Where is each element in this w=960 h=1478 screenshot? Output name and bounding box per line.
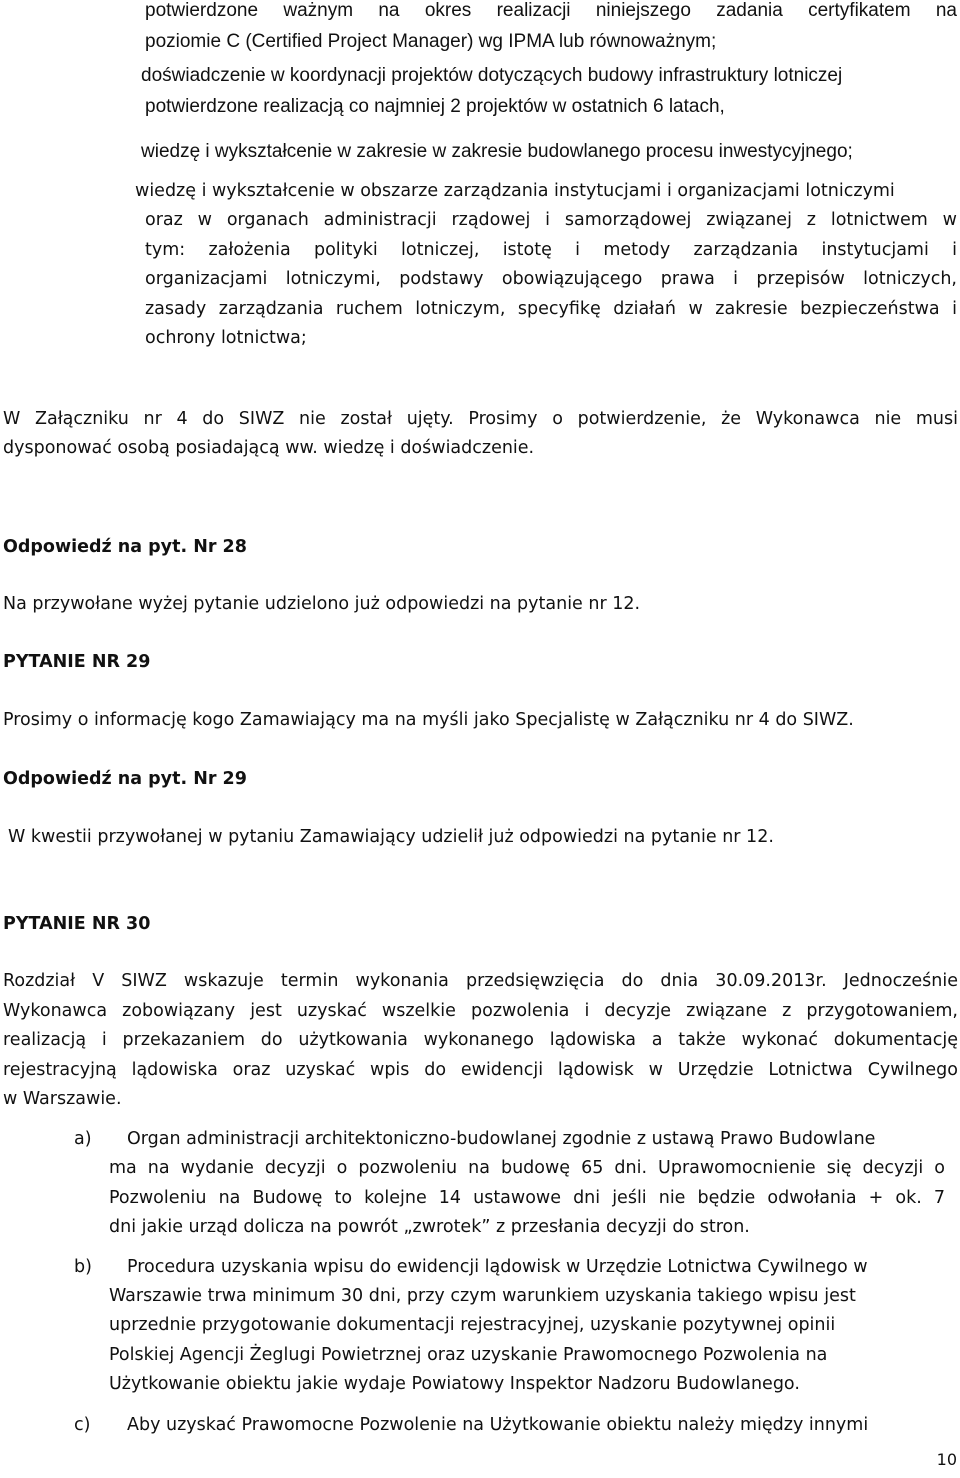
text-line: wiedzę i wykształcenie w obszarze zarządzania instytucjami i organizacjami lotniczymi [135,181,895,201]
text-line: Wykonawca zobowiązany jest uzyskać wszelkie pozwolenia i decyzje związane z przygotowaniem, [3,1000,958,1021]
knowledge-paragraph [145,206,957,324]
text-line: dysponować osobą posiadającą ww. wiedzę i doświadczenie. [3,438,535,458]
text-line: organizacjami lotniczymi, podstawy obowiązującego prawa i przepisów lotniczych, [145,269,957,289]
question-29-heading: PYTANIE NR 29 [3,652,151,672]
text-line: doświadczenie w koordynacji projektów dotyczących budowy infrastruktury lotniczej [141,65,843,86]
text-line: potwierdzone realizacją co najmniej 2 projektów w ostatnich 6 latach, [145,96,725,117]
text-line: w Warszawie. [3,1089,122,1109]
text-line: W Załączniku nr 4 do SIWZ nie został ujęty. Prosimy o potwierdzenie, że Wykonawca nie musi [3,409,958,429]
text-line: Rozdział V SIWZ wskazuje termin wykonania przedsięwzięcia do dnia 30.09.2013r. Jednocześnie [3,971,958,991]
answer-28-text: Na przywołane wyżej pytanie udzielono już odpowiedzi na pytanie nr 12. [3,594,641,614]
text-line: oraz w organach administracji rządowej i samorządowej związanej z lotnictwem w [145,210,957,230]
list-item-label: b) [74,1257,92,1277]
text-line: Organ administracji architektoniczno-budowlanej zgodnie z ustawą Prawo Budowlane [127,1129,876,1149]
question-29-text: Prosimy o informację kogo Zamawiający ma na myśli jako Specjalistę w Załączniku nr 4 do SIWZ. [3,710,854,730]
text-line: Polskiej Agencji Żeglugi Powietrznej oraz uzyskanie Prawomocnego Pozwolenia na [109,1345,828,1365]
list-item-label: c) [74,1415,91,1435]
text-line: Aby uzyskać Prawomocne Pozwolenie na Użytkowanie obiektu należy między innymi [127,1415,869,1435]
answer-29-text: W kwestii przywołanej w pytaniu Zamawiający udzielił już odpowiedzi na pytanie nr 12. [8,827,774,847]
text-line: dni jakie urząd dolicza na powrót „zwrotek” z przesłania decyzji do stron. [109,1217,750,1237]
text-line: tym: założenia polityki lotniczej, istotę i metody zarządzania instytucjami i [145,239,957,260]
text-line: poziomie C (Certified Project Manager) wg IPMA lub równoważnym; [145,31,717,52]
text-line: Warszawie trwa minimum 30 dni, przy czym warunkiem uzyskania takiego wpisu jest [109,1286,856,1306]
question-30-paragraph [3,967,958,1085]
text-line: potwierdzone ważnym na okres realizacji niniejszego zadania certyfikatem na [145,0,957,21]
text-line: Pozwoleniu na Budowę to kolejne 14 ustawowe dni jeśli nie będzie odwołania + ok. 7 [109,1187,945,1208]
text-line: zasady zarządzania ruchem lotniczym, specyfikę działań w zakresie bezpieczeństwa i [145,298,957,319]
page-number: 10 [936,1450,957,1469]
text-line: rejestracyjną lądowiska oraz uzyskać wpis do ewidencji lądowisk w Urzędzie Lotnictwa Cywilnego [3,1059,958,1080]
text-line: ma na wydanie decyzji o pozwoleniu na budowę 65 dni. Uprawomocnienie się decyzji o [109,1158,945,1178]
answer-28-heading: Odpowiedź na pyt. Nr 28 [3,537,247,557]
answer-29-heading: Odpowiedź na pyt. Nr 29 [3,769,247,789]
text-line: uprzednie przygotowanie dokumentacji rejestracyjnej, uzyskanie pozytywnej opinii [109,1315,836,1335]
text-line: realizacją i przekazaniem do użytkowania wykonanego lądowiska a także wykonać dokumentację [3,1030,958,1050]
text-line: Procedura uzyskania wpisu do ewidencji lądowisk w Urzędzie Lotnictwa Cywilnego w [127,1257,868,1277]
question-30-heading: PYTANIE NR 30 [3,914,151,934]
question-28-paragraph [3,405,958,435]
text-line: Użytkowanie obiektu jakie wydaje Powiatowy Inspektor Nadzoru Budowlanego. [109,1374,800,1394]
list-item-a-paragraph [109,1154,945,1213]
intro-certificate-paragraph [145,0,957,26]
text-line: ochrony lotnictwa; [145,328,307,348]
text-line: wiedzę i wykształcenie w zakresie w zakresie budowlanego procesu inwestycyjnego; [141,141,853,162]
list-item-label: a) [74,1129,92,1149]
